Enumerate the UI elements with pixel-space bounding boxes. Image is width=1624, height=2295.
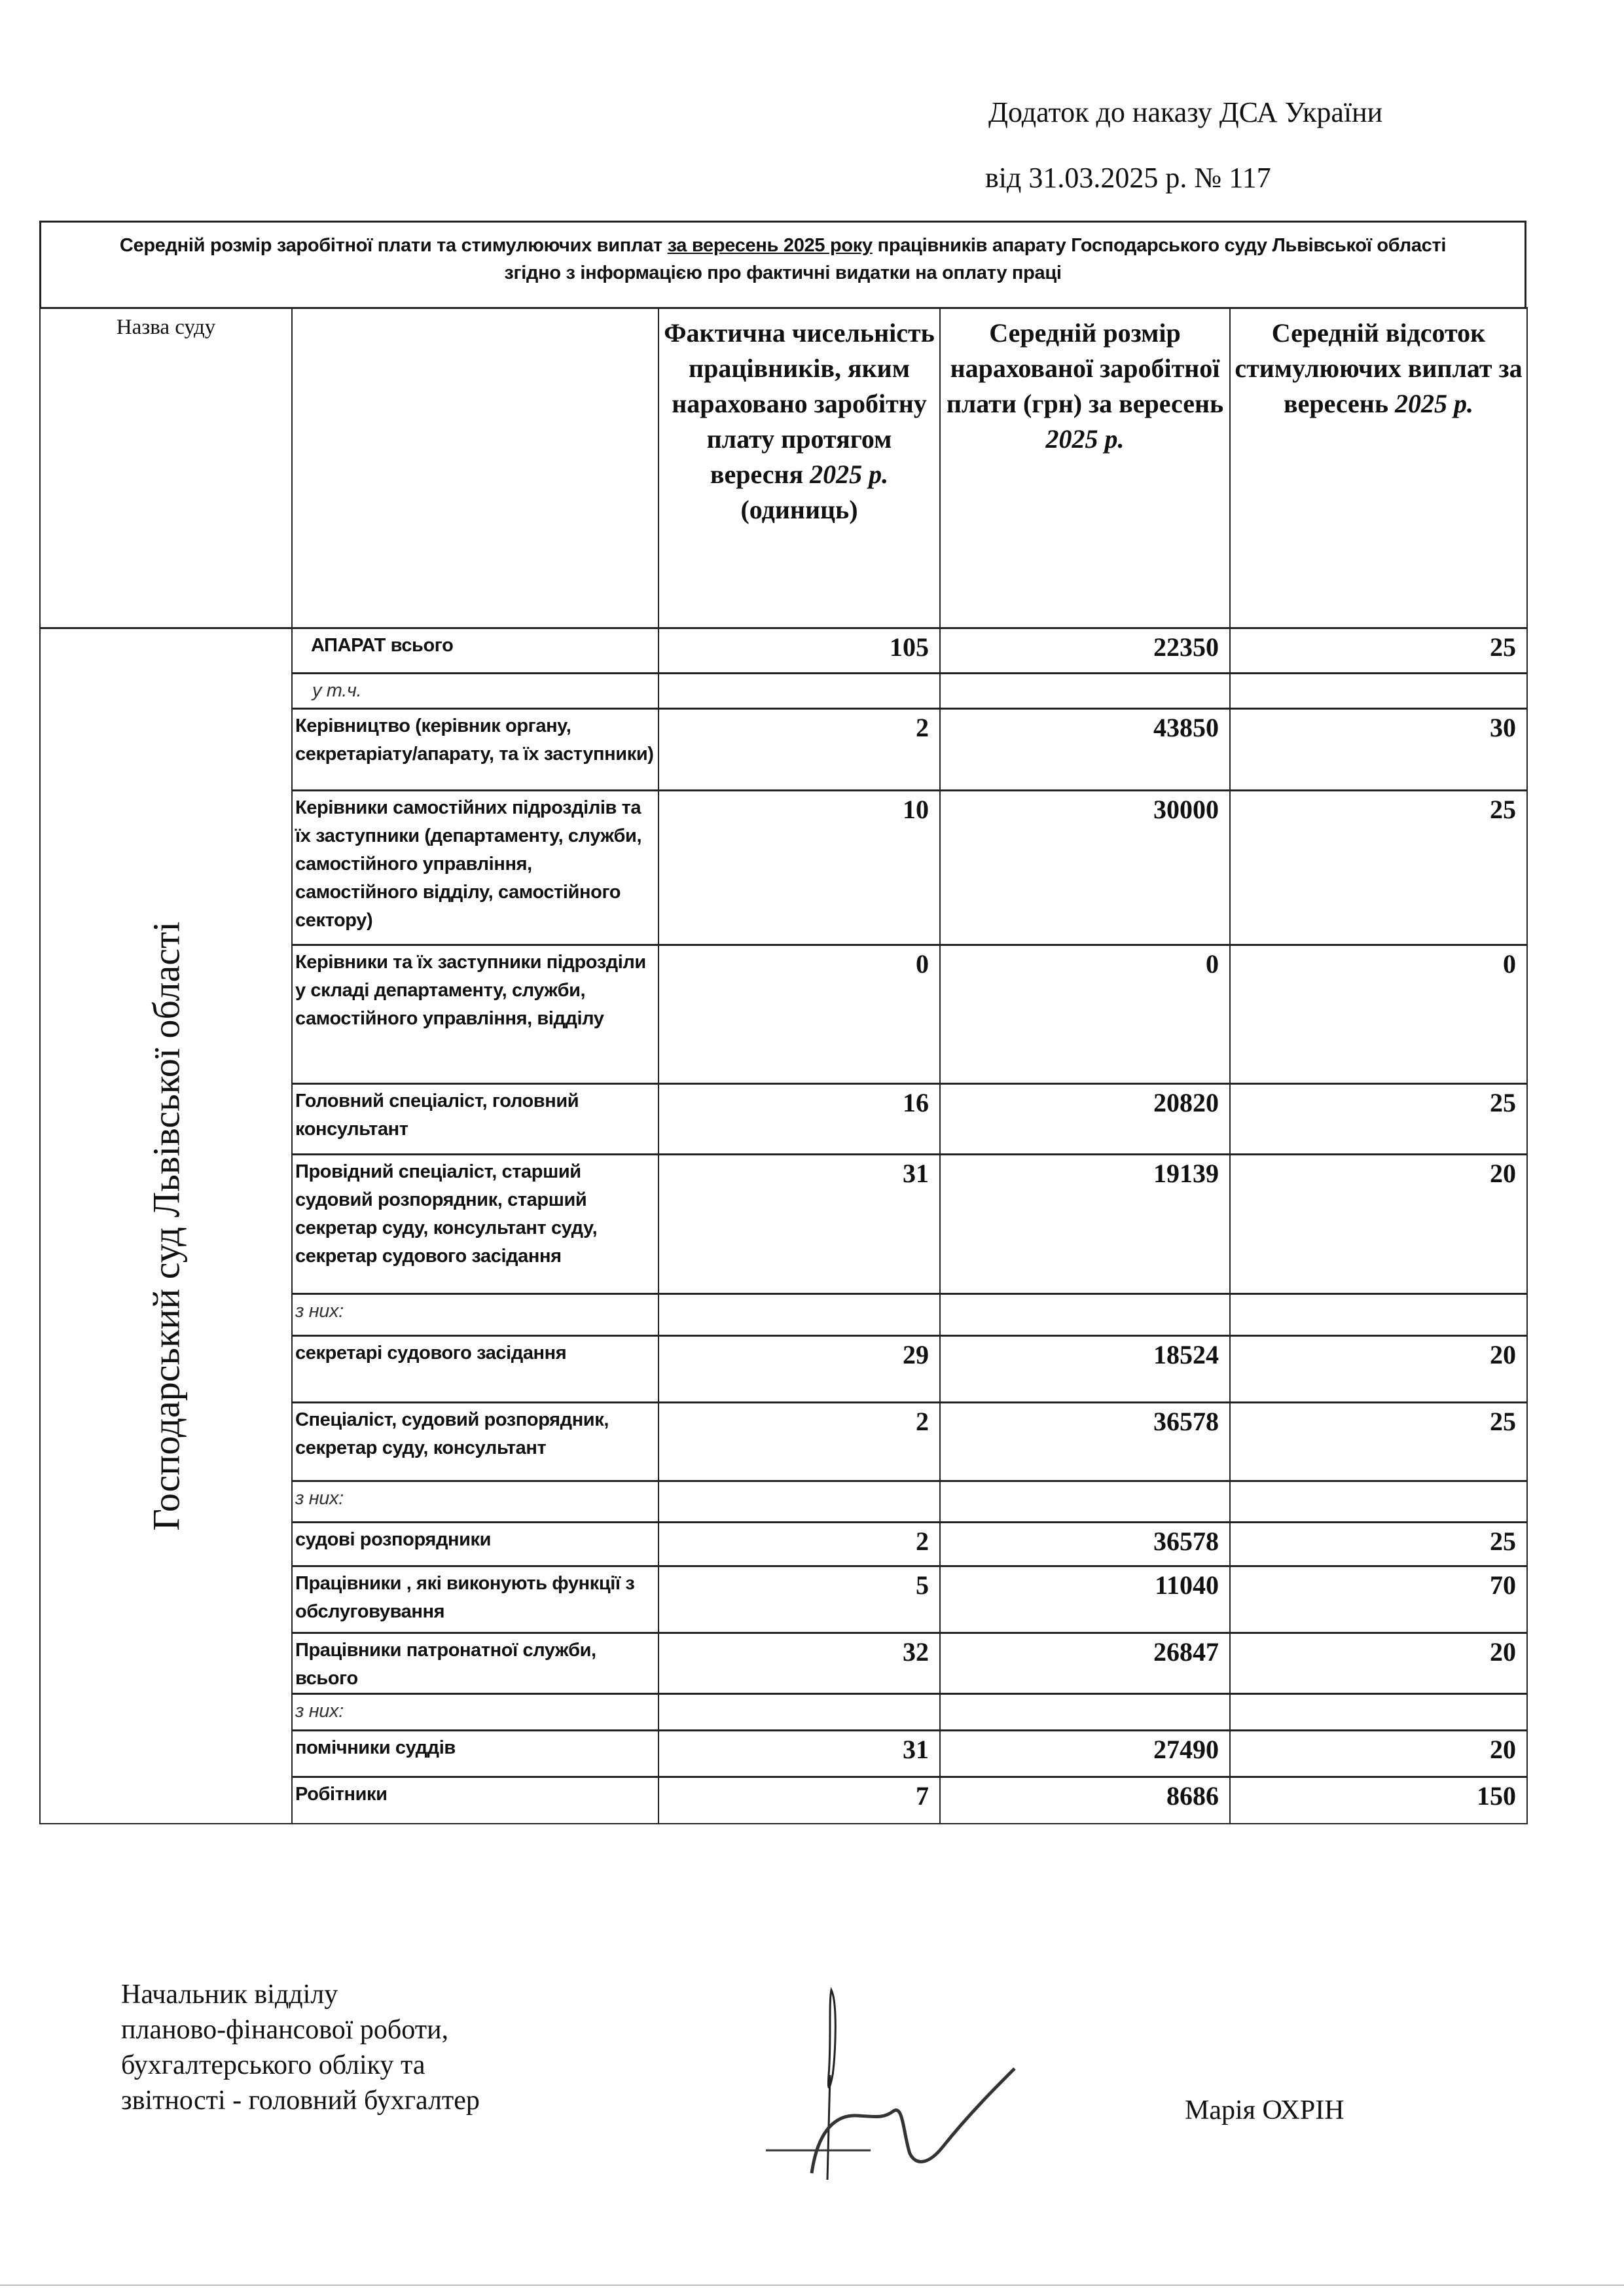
row-label: з них: bbox=[292, 1294, 659, 1336]
order-reference: від 31.03.2025 р. № 117 bbox=[985, 162, 1271, 194]
salary-value: 26847 bbox=[940, 1633, 1230, 1694]
headcount-value: 105 bbox=[659, 628, 940, 674]
headcount-value: 31 bbox=[659, 1155, 940, 1294]
salary-value: 36578 bbox=[940, 1403, 1230, 1481]
bonus-value: 25 bbox=[1230, 791, 1527, 945]
headcount-value bbox=[659, 1294, 940, 1336]
bonus-value bbox=[1230, 674, 1527, 709]
row-label: Працівники , які виконують функції з обслуговування bbox=[292, 1566, 659, 1633]
signer-position-line: планово-фінансової роботи, bbox=[121, 2015, 449, 2045]
row-label: Керівники самостійних підрозділів та їх заступники (департаменту, служби, самостійного управління, самостійного відділу, самостійного сектору) bbox=[292, 791, 659, 945]
salary-value: 11040 bbox=[940, 1566, 1230, 1633]
salary-value: 18524 bbox=[940, 1336, 1230, 1403]
table-row bbox=[40, 628, 1527, 674]
column-header-avg-salary bbox=[940, 308, 1230, 628]
court-name-cell bbox=[40, 628, 292, 1824]
headcount-value: 7 bbox=[659, 1777, 940, 1824]
salary-value: 8686 bbox=[940, 1777, 1230, 1824]
bonus-value: 0 bbox=[1230, 945, 1527, 1084]
row-label: судові розпорядники bbox=[292, 1523, 659, 1566]
bonus-value: 25 bbox=[1230, 628, 1527, 674]
bonus-value: 70 bbox=[1230, 1566, 1527, 1633]
headcount-value: 31 bbox=[659, 1731, 940, 1777]
header-suffix: (одиниць) bbox=[740, 495, 858, 524]
title-part-2: працівників апарату Господарського суду Львівської області згідно з інформацією про фактичні видатки на оплату праці bbox=[504, 235, 1447, 283]
column-header-headcount bbox=[659, 308, 940, 628]
header-year: 2025 р. bbox=[1395, 389, 1474, 418]
headcount-value: 32 bbox=[659, 1633, 940, 1694]
bonus-value bbox=[1230, 1481, 1527, 1523]
signer-position-line: Начальник відділу bbox=[121, 1979, 338, 2010]
header-year: 2025 р. bbox=[810, 460, 889, 489]
row-label: Спеціаліст, судовий розпорядник, секретар суду, консультант bbox=[292, 1403, 659, 1481]
appendix-heading: Додаток до наказу ДСА України bbox=[988, 96, 1383, 128]
bonus-value bbox=[1230, 1694, 1527, 1731]
headcount-value bbox=[659, 1694, 940, 1731]
row-label: Працівники патронатної служби, всього bbox=[292, 1633, 659, 1694]
row-label: Керівники та їх заступники підрозділи у складі департаменту, служби, самостійного управління, відділу bbox=[292, 945, 659, 1084]
salary-value bbox=[940, 674, 1230, 709]
salary-value: 20820 bbox=[940, 1084, 1230, 1155]
headcount-value: 5 bbox=[659, 1566, 940, 1633]
row-label: секретарі судового засідання bbox=[292, 1336, 659, 1403]
column-header-court: Назва суду bbox=[40, 308, 292, 628]
bonus-value bbox=[1230, 1294, 1527, 1336]
signer-position-line: бухгалтерського обліку та bbox=[121, 2050, 425, 2080]
column-header-category bbox=[292, 308, 659, 628]
header-text: Середній відсоток стимулюючих виплат за вересень bbox=[1235, 318, 1523, 418]
bonus-value: 20 bbox=[1230, 1336, 1527, 1403]
bonus-value: 20 bbox=[1230, 1633, 1527, 1694]
headcount-value: 2 bbox=[659, 1523, 940, 1566]
row-label: АПАРАТ всього bbox=[292, 628, 659, 674]
header-text: Фактична чисельність працівників, яким нараховано заробітну плату протягом вересня bbox=[664, 318, 935, 489]
salary-value bbox=[940, 1294, 1230, 1336]
headcount-value: 2 bbox=[659, 1403, 940, 1481]
salary-value: 0 bbox=[940, 945, 1230, 1084]
bonus-value: 20 bbox=[1230, 1155, 1527, 1294]
salary-value: 19139 bbox=[940, 1155, 1230, 1294]
court-name: Господарський суд Львівської області bbox=[145, 921, 187, 1531]
salary-value: 36578 bbox=[940, 1523, 1230, 1566]
report-title bbox=[96, 232, 1470, 287]
headcount-value bbox=[659, 674, 940, 709]
header-year: 2025 р. bbox=[1045, 424, 1125, 454]
bonus-value: 30 bbox=[1230, 709, 1527, 791]
title-part-1: Середній розмір заробітної плати та стимулюючих виплат bbox=[119, 235, 668, 256]
salary-value: 43850 bbox=[940, 709, 1230, 791]
row-label: Головний спеціаліст, головний консультант bbox=[292, 1084, 659, 1155]
bonus-value: 25 bbox=[1230, 1084, 1527, 1155]
salary-value: 30000 bbox=[940, 791, 1230, 945]
column-header-avg-bonus bbox=[1230, 308, 1527, 628]
row-label: помічники суддів bbox=[292, 1731, 659, 1777]
headcount-value: 10 bbox=[659, 791, 940, 945]
headcount-value: 0 bbox=[659, 945, 940, 1084]
bonus-value: 25 bbox=[1230, 1403, 1527, 1481]
salary-value: 27490 bbox=[940, 1731, 1230, 1777]
table-header-row bbox=[40, 308, 1527, 628]
row-label: Провідний спеціаліст, старший судовий розпорядник, старший секретар суду, консультант суду, секретар судового засідання bbox=[292, 1155, 659, 1294]
signer-position-line: звітності - головний бухгалтер bbox=[121, 2086, 480, 2116]
salary-value bbox=[940, 1481, 1230, 1523]
handwritten-signature-icon bbox=[707, 1964, 1178, 2180]
headcount-value bbox=[659, 1481, 940, 1523]
row-label: з них: bbox=[292, 1481, 659, 1523]
headcount-value: 16 bbox=[659, 1084, 940, 1155]
scan-edge-divider bbox=[0, 2285, 1624, 2286]
headcount-value: 2 bbox=[659, 709, 940, 791]
signer-name: Марія ОХРІН bbox=[1185, 2095, 1344, 2125]
bonus-value: 150 bbox=[1230, 1777, 1527, 1824]
salary-value: 22350 bbox=[940, 628, 1230, 674]
bonus-value: 25 bbox=[1230, 1523, 1527, 1566]
salary-table bbox=[39, 307, 1528, 1824]
header-text: Середній розмір нарахованої заробітної плати (грн) за вересень bbox=[946, 318, 1224, 418]
title-period: за вересень 2025 року bbox=[667, 235, 873, 256]
row-label: з них: bbox=[292, 1694, 659, 1731]
row-label: у т.ч. bbox=[292, 674, 659, 709]
report-title-box bbox=[39, 221, 1526, 307]
salary-value bbox=[940, 1694, 1230, 1731]
headcount-value: 29 bbox=[659, 1336, 940, 1403]
signer-position bbox=[121, 1977, 480, 2118]
row-label: Керівництво (керівник органу, секретаріату/апарату, та їх заступники) bbox=[292, 709, 659, 791]
bonus-value: 20 bbox=[1230, 1731, 1527, 1777]
row-label: Робітники bbox=[292, 1777, 659, 1824]
